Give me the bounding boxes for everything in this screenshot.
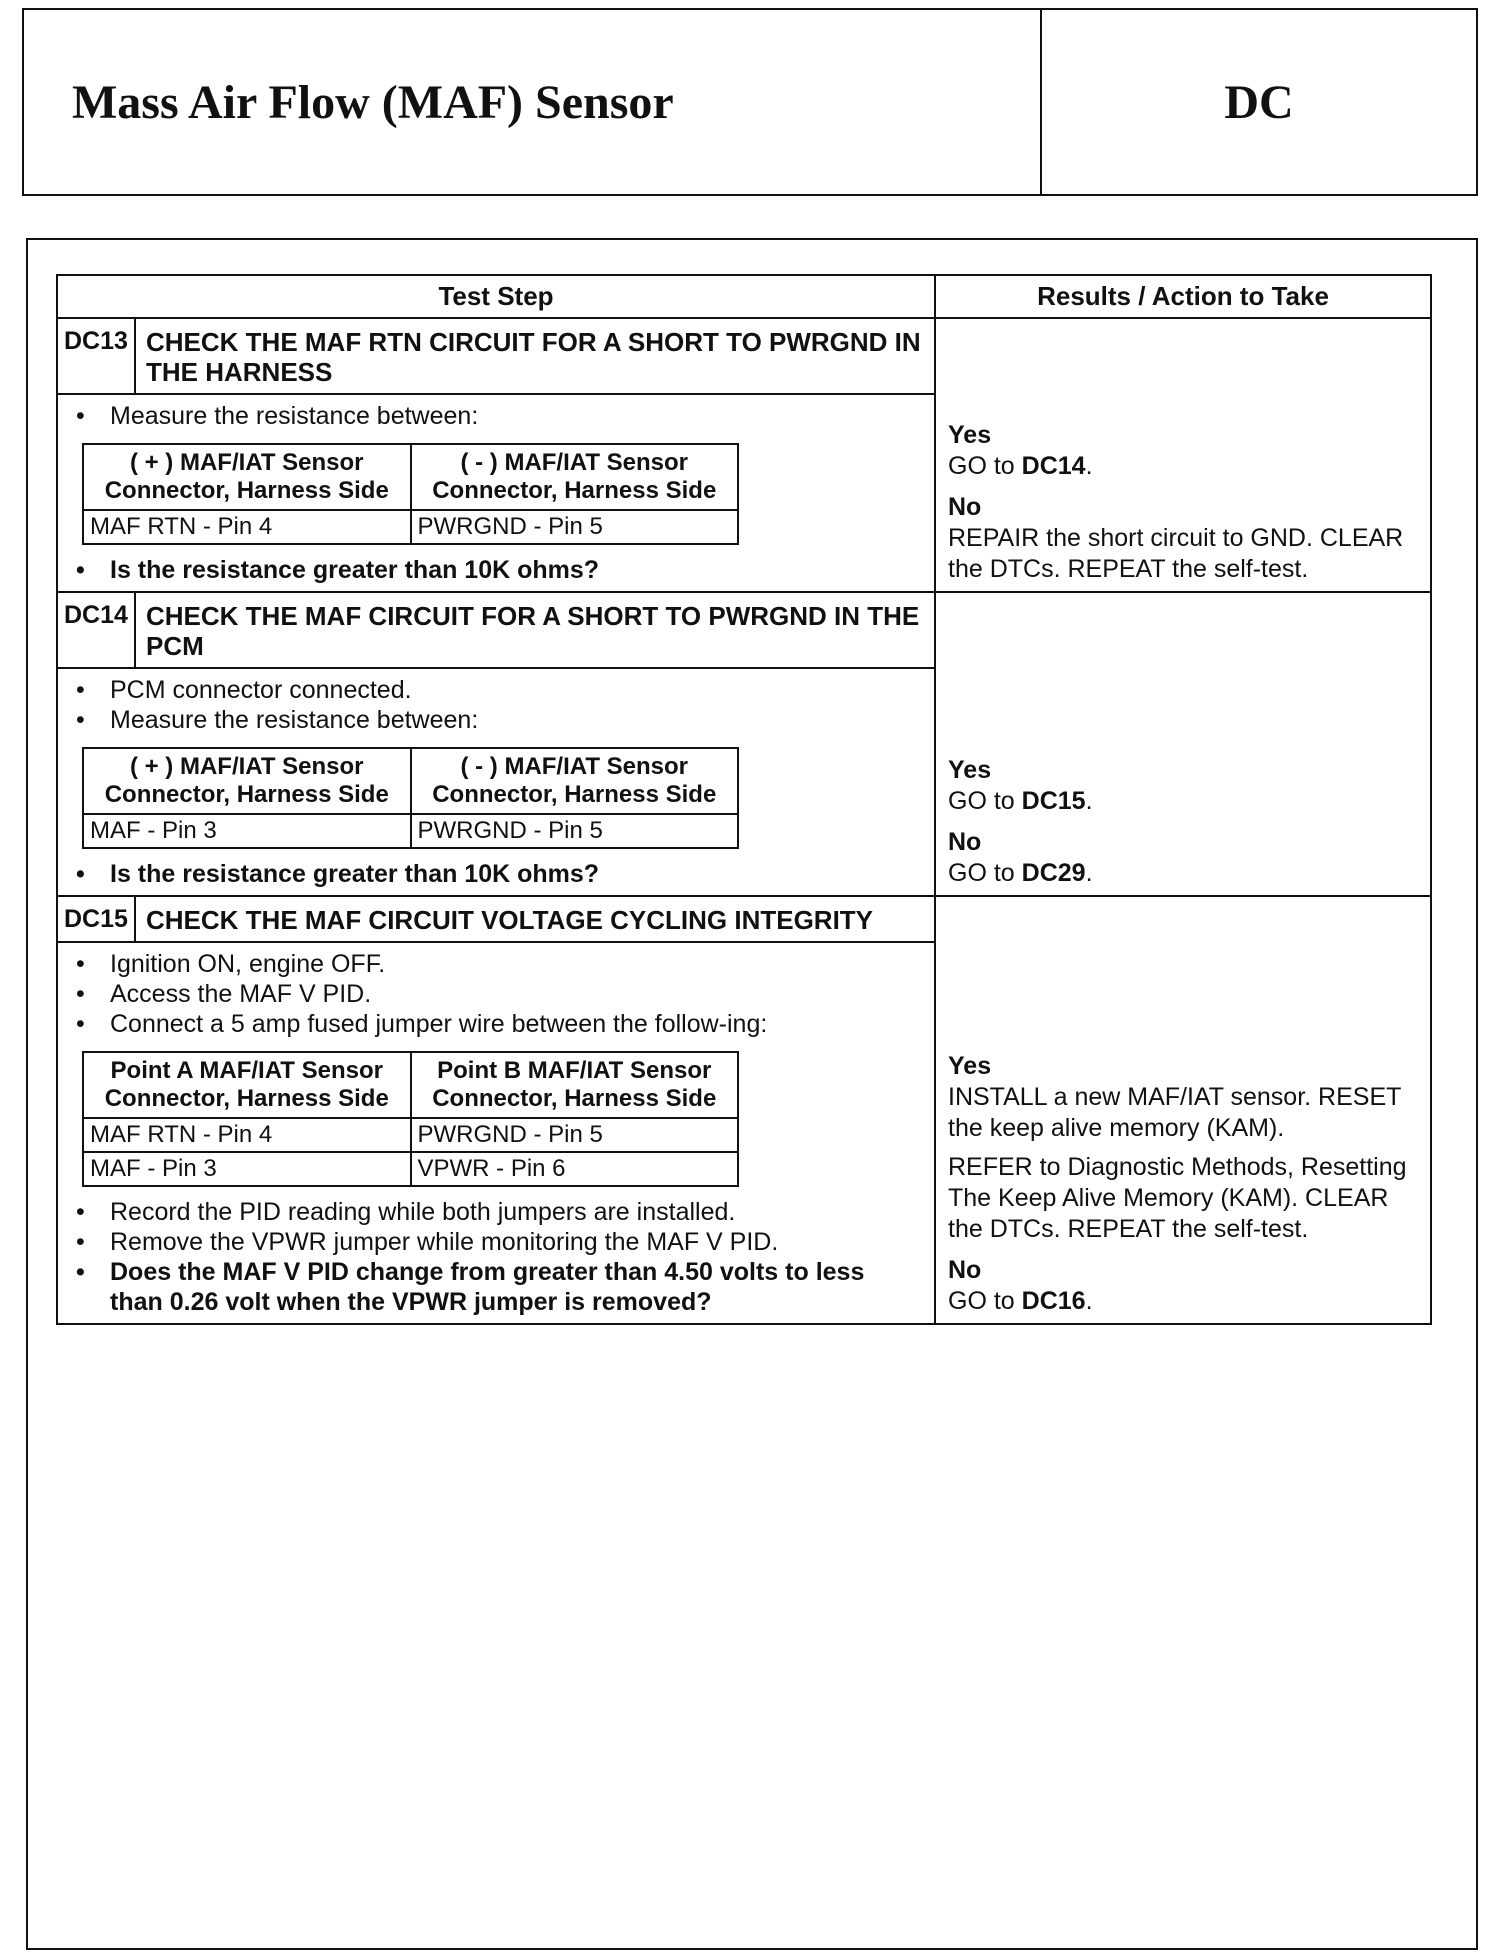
yes-action	[948, 451, 1420, 482]
step-body	[57, 942, 935, 1324]
step-dc15-title-row	[57, 896, 1431, 942]
list-item: • Access the MAF V PID.	[68, 979, 924, 1009]
no-prefix: GO to	[948, 859, 1022, 887]
pin-table	[82, 443, 739, 545]
yes-label: Yes	[948, 421, 992, 449]
question-text: • Does the MAF V PID change from greater than 4.50 volts to less than 0.26 volt when the VPWR jumper is removed?	[68, 1257, 924, 1317]
step-bullets-after	[68, 1197, 924, 1317]
step-dc13-title-row	[57, 318, 1431, 394]
no-action	[948, 1286, 1420, 1317]
list-item: • Ignition ON, engine OFF.	[68, 949, 924, 979]
table-row	[83, 1152, 738, 1186]
step-dc15-results	[935, 896, 1431, 1324]
pin-table-header: ( - ) MAF/IAT Sensor Connector, Harness Side	[411, 748, 739, 814]
no-target: DC16	[1021, 1287, 1086, 1315]
pin-table-header: Point B MAF/IAT Sensor Connector, Harness Side	[411, 1052, 739, 1118]
step-id: DC13	[57, 318, 135, 394]
list-item: • Measure the resistance between:	[68, 705, 924, 735]
table-cell: MAF RTN - Pin 4	[83, 1118, 411, 1152]
step-title: CHECK THE MAF CIRCUIT FOR A SHORT TO PWRGND IN THE PCM	[135, 592, 935, 668]
no-label: No	[948, 828, 982, 856]
step-bullets	[68, 401, 924, 431]
no-suffix: .	[1085, 1287, 1093, 1315]
yes-target: DC14	[1021, 452, 1086, 480]
yes-action-detail: REFER to Diagnostic Methods, Resetting The Keep Alive Memory (KAM). CLEAR the DTCs. REPEAT the self-test.	[948, 1153, 1407, 1243]
yes-label: Yes	[948, 756, 992, 784]
table-cell: PWRGND - Pin 5	[411, 1118, 739, 1152]
page-title: Mass Air Flow (MAF) Sensor	[24, 10, 1042, 194]
table-cell: MAF - Pin 3	[83, 814, 411, 848]
yes-prefix: GO to	[948, 452, 1022, 480]
list-item: • Remove the VPWR jumper while monitoring the MAF V PID.	[68, 1227, 924, 1257]
step-bullets	[68, 675, 924, 735]
yes-label: Yes	[948, 1052, 992, 1080]
page-header	[22, 8, 1478, 196]
table-header-row	[57, 275, 1431, 318]
list-item: • Measure the resistance between:	[68, 401, 924, 431]
jumper-table	[82, 1051, 739, 1187]
test-step-table	[56, 274, 1432, 1325]
no-label: No	[948, 1256, 982, 1284]
yes-prefix: GO to	[948, 787, 1022, 815]
section-code: DC	[1224, 75, 1294, 129]
yes-action: INSTALL a new MAF/IAT sensor. RESET the keep alive memory (KAM).	[948, 1083, 1401, 1142]
step-id: DC14	[57, 592, 135, 668]
pin-table-header: ( + ) MAF/IAT Sensor Connector, Harness Side	[83, 444, 411, 510]
test-step-header: Test Step	[57, 275, 935, 318]
step-body	[57, 668, 935, 896]
pin-table-header: ( - ) MAF/IAT Sensor Connector, Harness Side	[411, 444, 739, 510]
step-title: CHECK THE MAF CIRCUIT VOLTAGE CYCLING INTEGRITY	[135, 896, 935, 942]
step-body	[57, 394, 935, 592]
list-item: • Connect a 5 amp fused jumper wire between the follow-ing:	[68, 1009, 924, 1039]
yes-suffix: .	[1085, 787, 1093, 815]
pin-table-header: ( + ) MAF/IAT Sensor Connector, Harness Side	[83, 748, 411, 814]
step-question	[68, 555, 924, 585]
step-bullets	[68, 949, 924, 1039]
table-row	[83, 1118, 738, 1152]
table-cell: VPWR - Pin 6	[411, 1152, 739, 1186]
no-prefix: GO to	[948, 1287, 1022, 1315]
yes-target: DC15	[1021, 787, 1086, 815]
pin-table	[82, 747, 739, 849]
no-suffix: .	[1085, 859, 1093, 887]
table-cell: MAF RTN - Pin 4	[83, 510, 411, 544]
no-target: DC29	[1021, 859, 1086, 887]
yes-action	[948, 786, 1420, 817]
list-item: • PCM connector connected.	[68, 675, 924, 705]
no-label: No	[948, 493, 982, 521]
step-question	[68, 859, 924, 889]
question-text: • Is the resistance greater than 10K ohms?	[68, 555, 924, 585]
step-dc13-results	[935, 318, 1431, 592]
step-id: DC15	[57, 896, 135, 942]
table-cell: PWRGND - Pin 5	[411, 814, 739, 848]
results-header: Results / Action to Take	[935, 275, 1431, 318]
step-dc14-title-row	[57, 592, 1431, 668]
question-text: • Is the resistance greater than 10K ohms?	[68, 859, 924, 889]
table-cell: PWRGND - Pin 5	[411, 510, 739, 544]
yes-suffix: .	[1085, 452, 1093, 480]
pin-table-header: Point A MAF/IAT Sensor Connector, Harness Side	[83, 1052, 411, 1118]
table-row	[83, 510, 738, 544]
list-item: • Record the PID reading while both jumpers are installed.	[68, 1197, 924, 1227]
no-action	[948, 858, 1420, 889]
step-title: CHECK THE MAF RTN CIRCUIT FOR A SHORT TO PWRGND IN THE HARNESS	[135, 318, 935, 394]
table-row	[83, 814, 738, 848]
no-action: REPAIR the short circuit to GND. CLEAR the DTCs. REPEAT the self-test.	[948, 524, 1404, 583]
step-dc14-results	[935, 592, 1431, 896]
table-cell: MAF - Pin 3	[83, 1152, 411, 1186]
